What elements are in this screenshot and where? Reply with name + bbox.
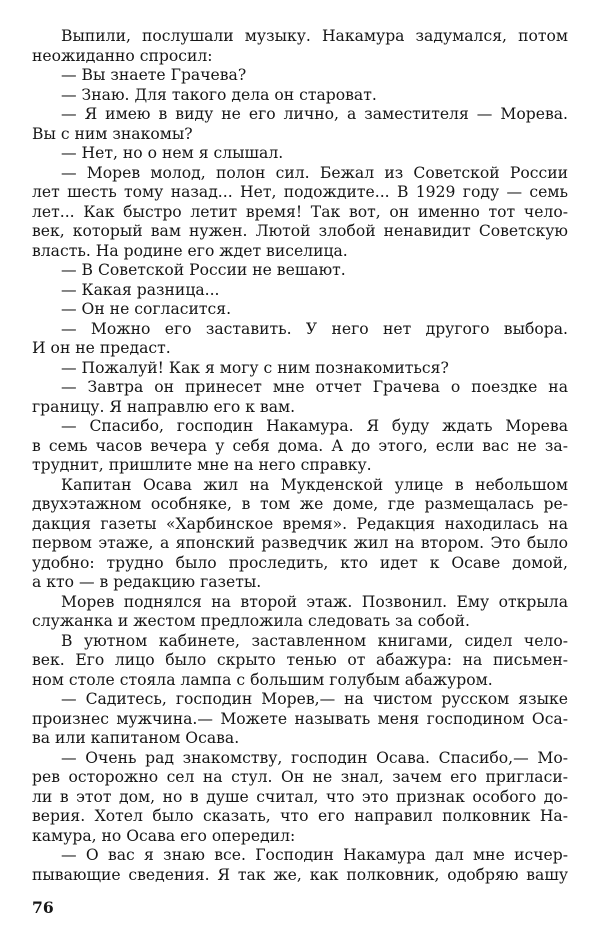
text-line: век. Его лицо было скрыто тенью от абажура: на письмен- [32,651,568,669]
text-line: — Какая разница... [61,280,220,299]
text-line: лет... Как быстро летит время! Так вот, он именно тот чело- [32,202,568,221]
text-line: власть. На родине его ждет виселица. [32,241,348,260]
text-line: — Завтра он принесет мне отчет Грачева о поездке на [61,378,568,396]
text-line: дакция газеты «Харбинское время». Редакция находилась на [32,514,568,533]
text-line: произнес мужчина.— Можете называть меня господином Оса- [32,709,568,728]
text-line: первом этаже, а японский разведчик жил на втором. Это было [32,534,568,552]
text-line: — Морев молод, полон сил. Бежал из Советской России [61,163,568,182]
text-line: — О вас я знаю все. Господин Накамура дал мне исчер- [61,846,568,864]
text-line: — Он не согласится. [61,300,232,318]
text-line: верия. Хотел было сказать, что его направил полковник На- [32,807,568,825]
text-line: — Спасибо, господин Накамура. Я буду ждать Морева [61,417,568,435]
text-line: Вы с ним знакомы? [32,124,193,143]
text-line: ва или капитаном Осава. [32,729,240,747]
text-line: — Очень рад знакомству, господин Осава. Спасибо,— Мо- [61,748,568,767]
text-line: удобно: трудно было проследить, кто идет к Осаве домой, [32,553,568,572]
text-line: — Нет, но о нем я слышал. [61,144,284,162]
text-line: Капитан Осава жил на Мукденской улице в небольшом [61,475,568,494]
text-line: двухэтажном особняке, в том же доме, где размещалась ре- [32,495,568,513]
text-line: — Вы знаете Грачева? [61,66,247,84]
text-line: границу. Я направлю его к вам. [32,397,296,416]
text-line: ли в этот дом, но в душе считал, что это признак особого до- [32,787,568,806]
body-text [32,27,568,885]
text-line: — Я имею в виду не его лично, а заместителя — Морева. [61,105,568,123]
text-line: И он не предаст. [32,339,171,357]
page-number: 76 [32,898,54,917]
text-line: а кто — в редакцию газеты. [32,573,262,591]
text-line: В уютном кабинете, заставленном книгами, сидел чело- [61,631,568,650]
text-line: в семь часов вечера у себя дома. А до этого, если вас не за- [32,436,568,455]
text-line: — Можно его заставить. У него нет другого выбора. [61,319,568,338]
text-line: рев осторожно сел на стул. Он не знал, зачем его пригласи- [32,768,568,786]
text-line: камура, но Осава его опередил: [32,826,296,845]
text-line: пывающие сведения. Я так же, как полковник, одобряю вашу [32,865,568,884]
text-line: Морев поднялся на второй этаж. Позвонил. Ему открыла [61,592,568,611]
text-line: служанка и жестом предложила следовать за собой. [32,612,471,630]
text-line: лет шесть тому назад... Нет, подождите... В 1929 году — семь [32,183,568,201]
text-line: — Знаю. Для такого дела он староват. [61,85,377,104]
text-line: Выпили, послушали музыку. Накамура задумался, потом [61,27,568,45]
text-line: ном столе стояла лампа с большим голубым абажуром. [32,670,493,689]
text-line: век, который вам нужен. Лютой злобой ненавидит Советскую [32,222,568,240]
text-line: — Пожалуй! Как я могу с ним познакомиться? [61,358,449,377]
text-line: труднит, пришлите мне на него справку. [32,456,372,474]
text-line: неожиданно спросил: [32,46,213,65]
text-line: — Садитесь, господин Морев,— на чистом русском языке [61,690,568,708]
text-line: — В Советской России не вешают. [61,261,346,279]
